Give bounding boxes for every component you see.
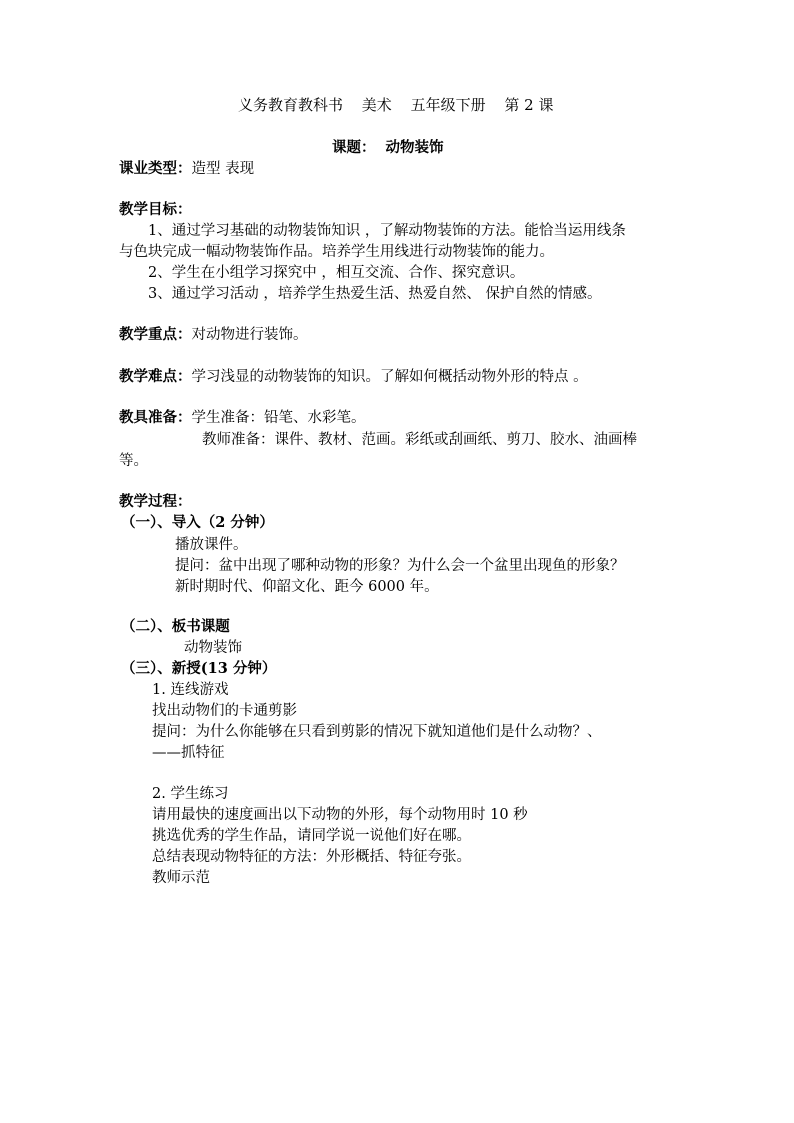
tools-label: 教具准备： [119, 409, 192, 426]
header-book: 义务教育教科书 [238, 96, 344, 114]
key-point-value: 对动物进行装饰。 [191, 327, 308, 343]
section-3-sub-2-line-1: 请用最快的速度画出以下动物的外形，每个动物用时 10 秒 [152, 807, 528, 823]
lesson-type [119, 159, 254, 179]
section-3-sub-1-line-3: ——抓特征 [152, 745, 225, 761]
topic [332, 138, 444, 158]
header-subject: 美术 [361, 96, 392, 114]
topic-label: 课题： [332, 139, 376, 156]
section-3-sub-2-line-4: 教师示范 [152, 870, 210, 886]
section-3-sub-1-line-2: 提问：为什么你能够在只看到剪影的情况下就知道他们是什么动物？、 [152, 724, 602, 740]
lesson-type-label: 课业类型： [119, 160, 192, 177]
objectives-heading: 教学目标： [119, 201, 192, 218]
document-header [238, 95, 553, 115]
tools-teacher-line-1: 教师准备：课件、教材、范画。彩纸或刮画纸、剪刀、胶水、油画棒 [202, 432, 637, 448]
lesson-type-value: 造型 表现 [191, 161, 255, 177]
section-3-sub-1-title: 1. 连线游戏 [152, 682, 229, 698]
section-1-line-3: 新时期时代、仰韶文化、距今 6000 年。 [175, 579, 439, 595]
difficulty-value: 学习浅显的动物装饰的知识。了解如何概括动物外形的特点 。 [191, 369, 588, 385]
tools-student: 学生准备：铅笔、水彩笔。 [191, 410, 366, 426]
difficulty-label: 教学难点： [119, 368, 192, 385]
objective-1-line-1: 1、通过学习基础的动物装饰知识 ，了解动物装饰的方法。能恰当运用线条 [148, 223, 626, 239]
tools-teacher-line-2: 等。 [119, 453, 148, 469]
section-3-sub-2-line-2: 挑选优秀的学生作品，请同学说一说他们好在哪。 [152, 828, 471, 844]
tools [119, 408, 366, 428]
section-1-line-2: 提问：盆中出现了哪种动物的形象？为什么会一个盆里出现鱼的形象？ [175, 558, 625, 574]
key-point [119, 325, 308, 345]
section-3-sub-1-line-1: 找出动物们的卡通剪影 [152, 703, 297, 719]
header-lesson: 第 2 课 [504, 96, 554, 114]
header-grade: 五年级下册 [410, 96, 486, 114]
section-1-line-1: 播放课件。 [175, 537, 248, 553]
key-point-label: 教学重点： [119, 326, 192, 343]
section-2-title: （二）、板书课题 [121, 618, 230, 635]
objective-2: 2、学生在小组学习探究中 ，相互交流、合作、探究意识。 [148, 265, 525, 281]
topic-value: 动物装饰 [385, 139, 444, 156]
section-3-sub-2-line-3: 总结表现动物特征的方法：外形概括、特征夸张。 [152, 849, 471, 865]
difficulty [119, 367, 588, 387]
process-heading: 教学过程： [119, 493, 192, 510]
section-2-line-1: 动物装饰 [184, 640, 242, 656]
objective-3: 3、通过学习活动 ，培养学生热爱生活、热爱自然、 保护自然的情感。 [148, 286, 602, 302]
section-3-title: （三）、新授(13 分钟） [121, 660, 277, 677]
objective-1-line-2: 与色块完成一幅动物装饰作品。培养学生用线进行动物装饰的能力。 [119, 244, 554, 260]
section-1-title: （一）、导入（2 分钟） [121, 514, 274, 531]
section-3-sub-2-title: 2. 学生练习 [152, 786, 229, 802]
